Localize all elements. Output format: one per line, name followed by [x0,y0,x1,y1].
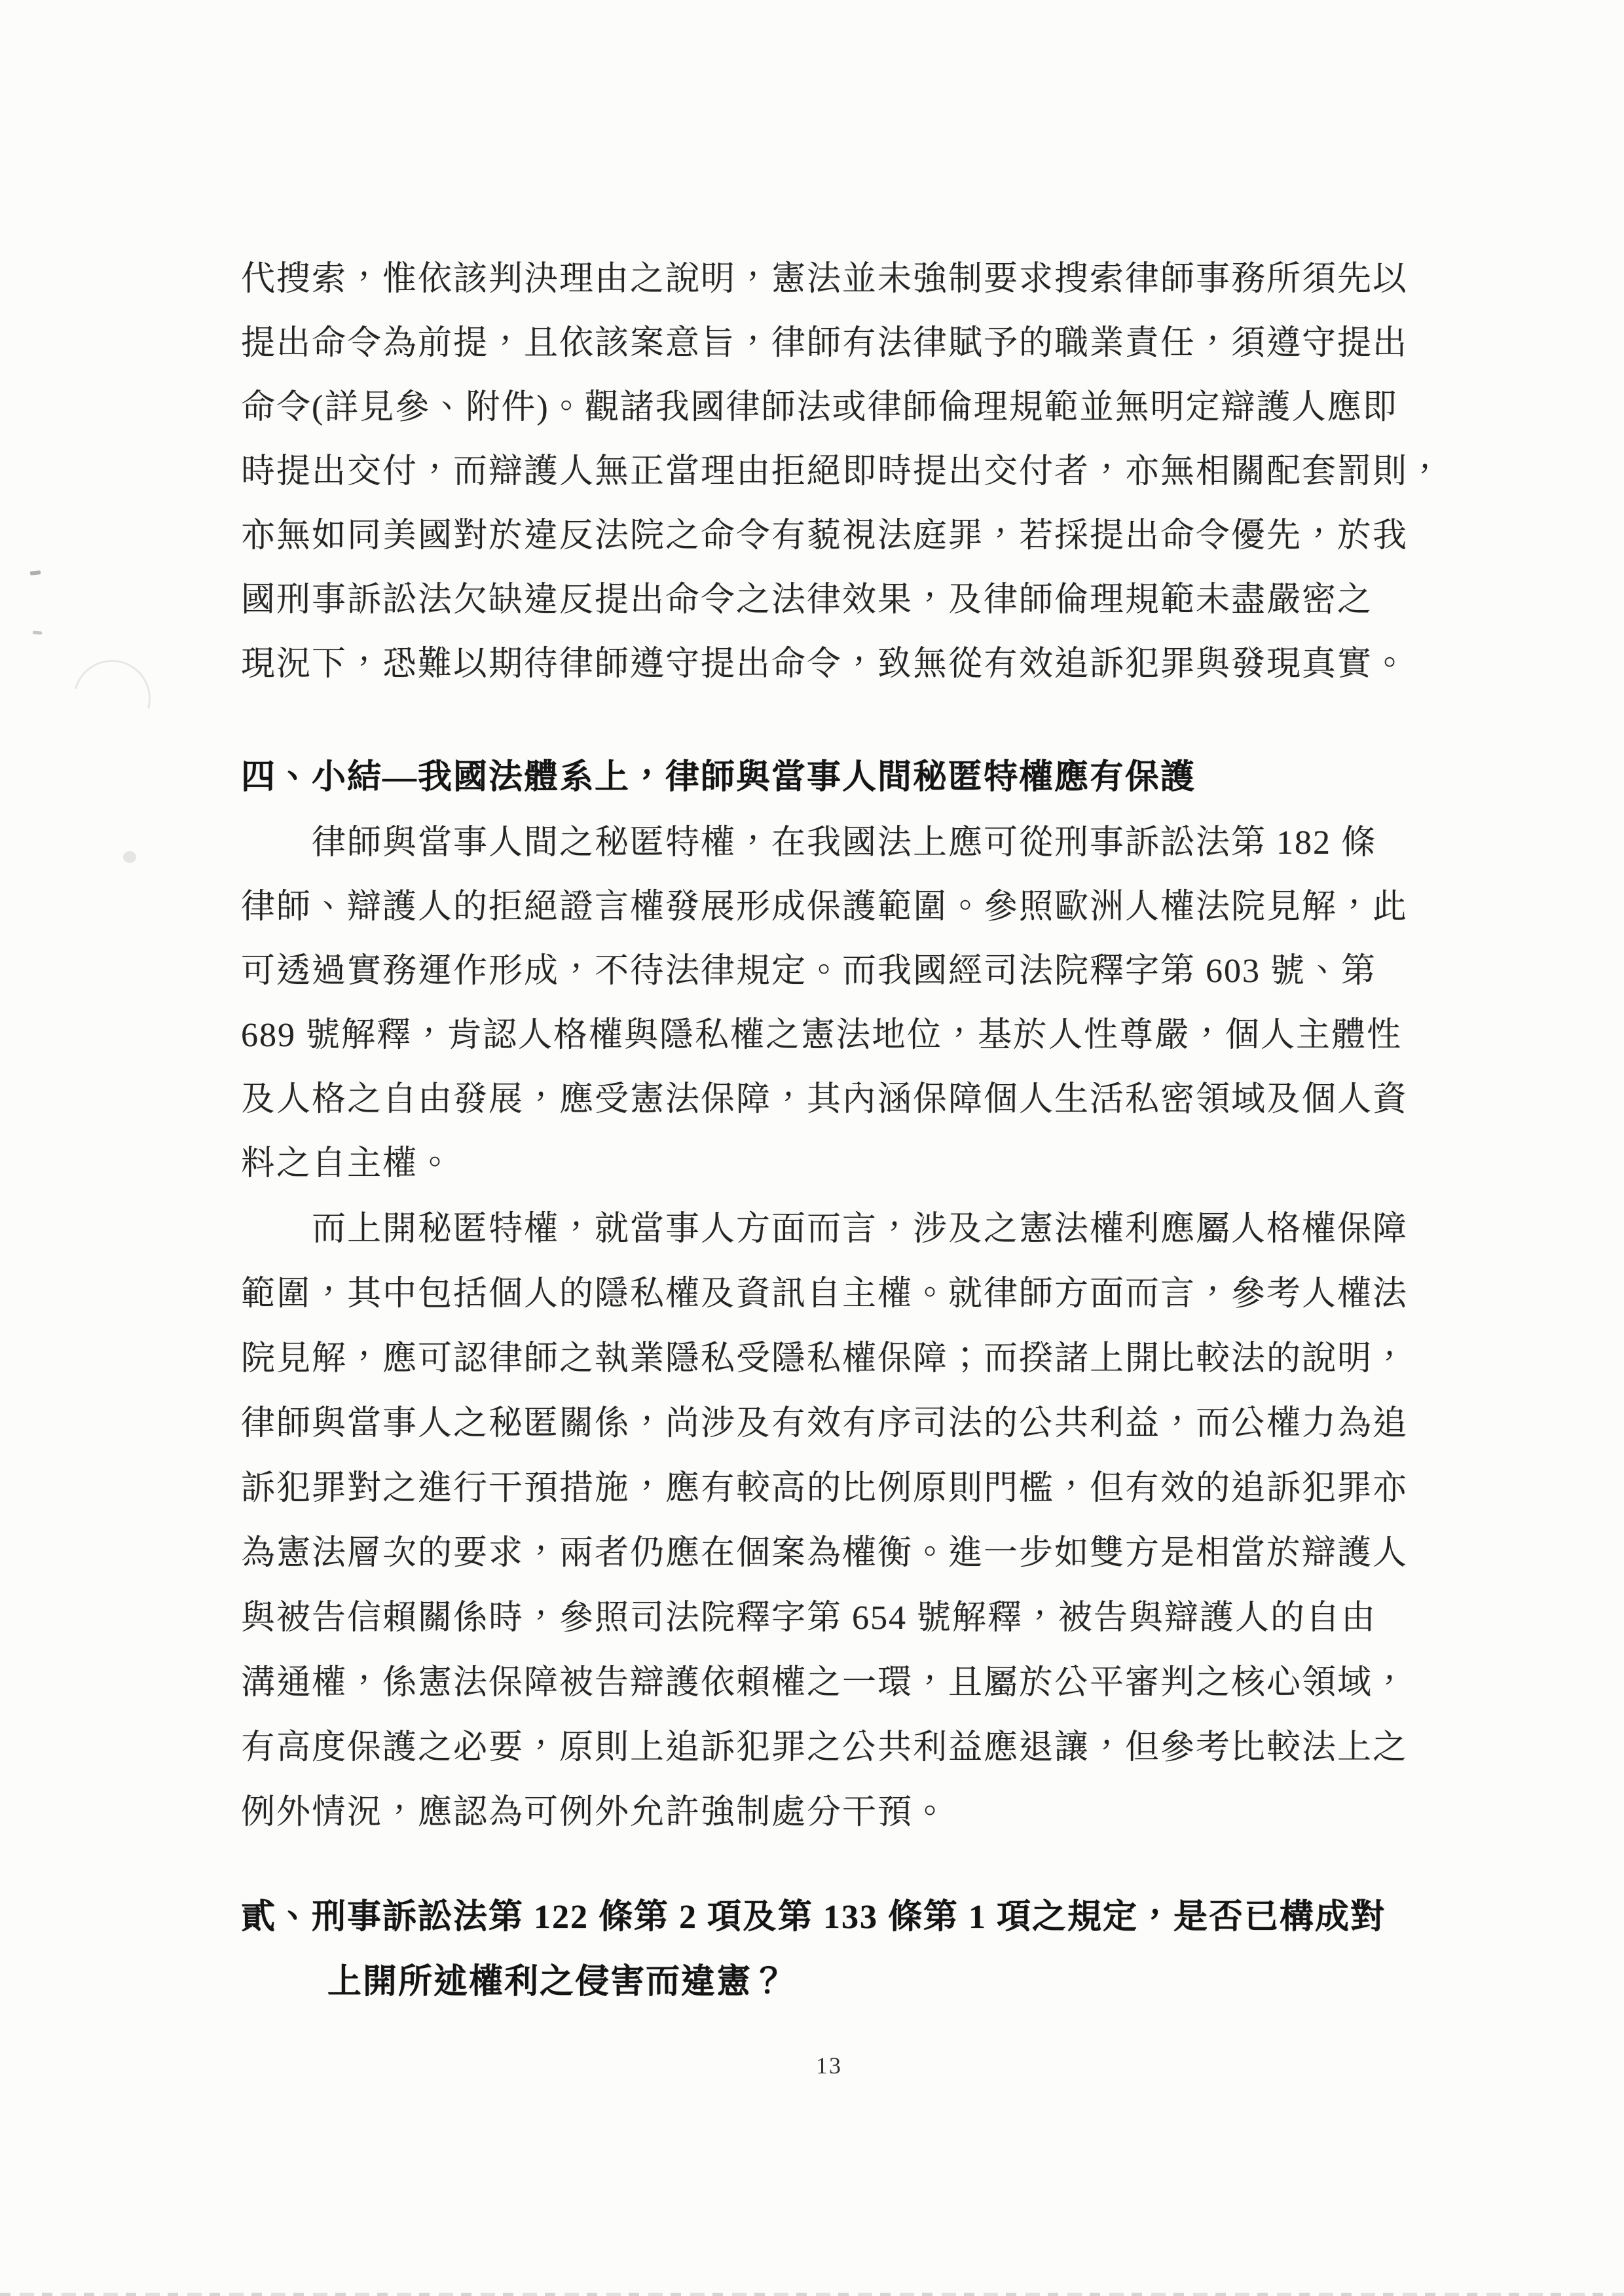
body-line: 689 號解釋，肯認人格權與隱私權之憲法地位，基於人性尊嚴，個人主體性 [241,1017,1403,1054]
scan-speck [33,631,42,635]
section-heading: 四、小結—我國法體系上，律師與當事人間秘匿特權應有保護 [241,759,1196,796]
body-line: 亦無如同美國對於違反法院之命令有藐視法庭罪，若採提出命令優先，於我 [241,517,1409,555]
hole-punch-mark [59,646,164,751]
body-line: 現況下，恐難以期待律師遵守提出命令，致無從有效追訴犯罪與發現真實。 [241,646,1409,683]
body-line: 命令(詳見參、附件)。觀諸我國律師法或律師倫理規範並無明定辯護人應即 [241,389,1398,426]
body-line: 為憲法層次的要求，兩者仍應在個案為權衡。進一步如雙方是相當於辯護人 [241,1535,1409,1572]
body-line: 提出命令為前提，且依該案意旨，律師有法律賦予的職業責任，須遵守提出 [241,325,1409,362]
body-line: 有高度保護之必要，原則上追訴犯罪之公共利益應退讓，但參考比較法上之 [241,1729,1409,1766]
body-line: 律師與當事人間之秘匿特權，在我國法上應可從刑事訴訟法第 182 條 [312,824,1377,862]
body-line: 料之自主權。 [241,1145,454,1182]
part-heading-line-2: 上開所述權利之侵害而違憲？ [327,1963,788,2001]
body-line: 與被告信賴關係時，參照司法院釋字第 654 號解釋，被告與辯護人的自由 [241,1599,1377,1637]
body-line: 及人格之自由發展，應受憲法保障，其內涵保障個人生活私密領域及個人資 [241,1081,1409,1118]
body-line: 範圍，其中包括個人的隱私權及資訊自主權。就律師方面而言，參考人權法 [241,1275,1409,1313]
scan-speck [123,851,136,863]
body-line: 國刑事訴訟法欠缺違反提出命令之法律效果，及律師倫理規範未盡嚴密之 [241,581,1373,619]
scan-speck [30,570,41,575]
body-line: 而上開秘匿特權，就當事人方面而言，涉及之憲法權利應屬人格權保障 [312,1211,1409,1248]
part-heading-line-1: 貳、刑事訴訟法第 122 條第 2 項及第 133 條第 1 項之規定，是否已構成對 [241,1899,1386,1936]
body-line: 可透過實務運作形成，不待法律規定。而我國經司法院釋字第 603 號、第 [241,953,1377,990]
body-line: 院見解，應可認律師之執業隱私受隱私權保障；而揆諸上開比較法的說明， [241,1340,1409,1377]
body-line: 時提出交付，而辯護人無正當理由拒絕即時提出交付者，亦無相關配套罰則， [241,453,1444,490]
body-line: 溝通權，係憲法保障被告辯護依賴權之一環，且屬於公平審判之核心領域， [241,1664,1409,1702]
body-line: 例外情況，應認為可例外允許強制處分干預。 [241,1794,949,1831]
scan-edge-artifact [0,2293,1624,2296]
body-line: 代搜索，惟依該判決理由之說明，憲法並未強制要求搜索律師事務所須先以 [241,261,1409,298]
body-line: 訴犯罪對之進行干預措施，應有較高的比例原則門檻，但有效的追訴犯罪亦 [241,1470,1409,1507]
body-line: 律師與當事人之秘匿關係，尚涉及有效有序司法的公共利益，而公權力為追 [241,1405,1409,1442]
body-line: 律師、辯護人的拒絕證言權發展形成保護範圍。參照歐洲人權法院見解，此 [241,888,1409,926]
page-number: 13 [816,2052,842,2079]
